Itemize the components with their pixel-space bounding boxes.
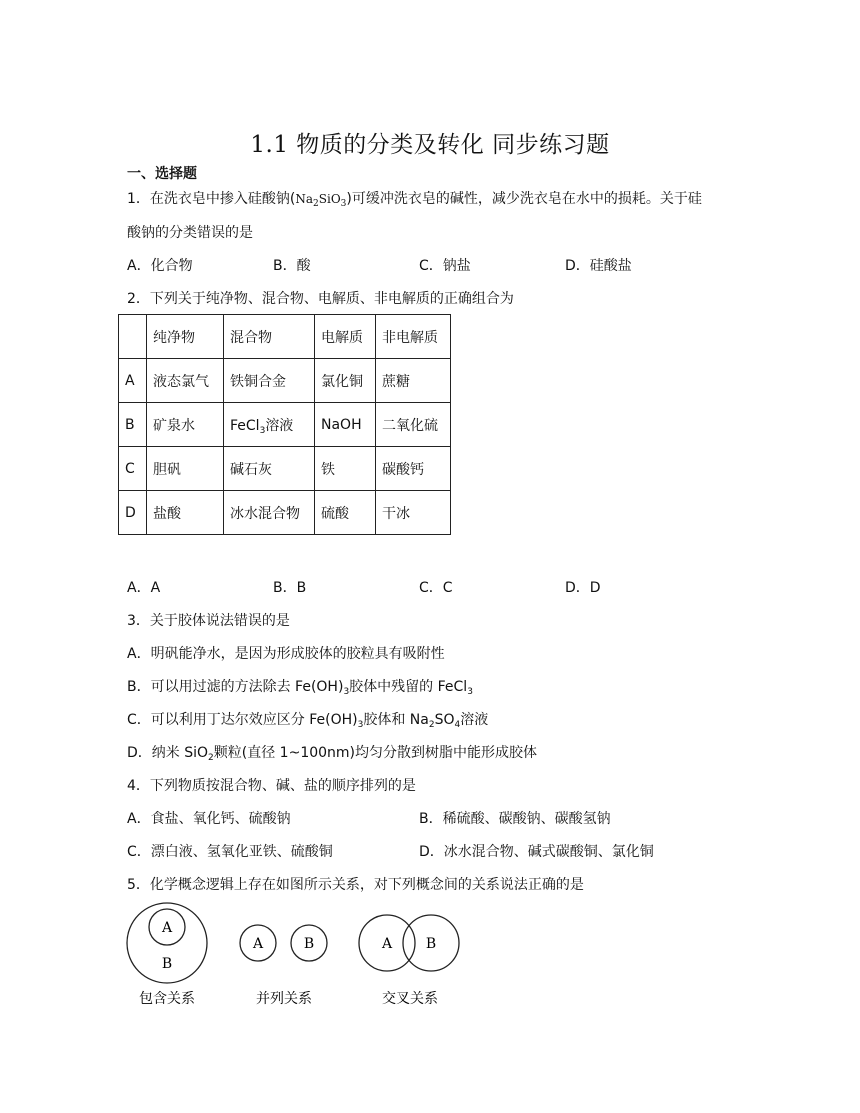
q1-formula-sub1: 2 [313, 199, 319, 209]
q4-option-d[interactable]: D．冰水混合物、碱式碳酸铜、氯化铜 [419, 844, 654, 860]
table-cell: C [119, 447, 147, 491]
q1-option-a[interactable]: A．化合物 [127, 258, 193, 274]
q1-formula [295, 192, 347, 209]
q4-option-a[interactable]: A．食盐、氧化钙、硫酸钠 [127, 811, 291, 827]
table-cell: 蔗糖 [376, 359, 451, 403]
table-cell: 液态氯气 [147, 359, 224, 403]
q3-b-mid: 胶体中残留的 FeCl [349, 679, 468, 695]
q3-option-d[interactable] [127, 742, 537, 762]
q2-option-c[interactable]: C．C [419, 580, 453, 596]
table-header-row [119, 315, 451, 359]
q1-option-b[interactable]: B．酸 [273, 258, 311, 274]
table-header-cell [119, 315, 147, 359]
table-row [119, 403, 451, 447]
q3-d-pre: D．纳米 SiO [127, 745, 209, 761]
table-cell: NaOH [315, 403, 376, 447]
table-cell: D [119, 491, 147, 535]
q3-option-c[interactable] [127, 709, 488, 729]
table-cell: 铁 [315, 447, 376, 491]
table-row [119, 491, 451, 535]
q2-stem: 2．下列关于纯净物、混合物、电解质、非电解质的正确组合为 [127, 291, 514, 307]
q3-c-sub3: 4 [454, 720, 461, 730]
q3-c-post: 溶液 [460, 712, 489, 728]
parallel-caption: 并列关系 [256, 991, 312, 1007]
q1-stem [127, 188, 702, 208]
q1-formula-sub2: 3 [340, 199, 347, 209]
inclusion-caption: 包含关系 [139, 991, 195, 1007]
q3-c-mid2: SO [434, 712, 455, 728]
relationship-diagram [0, 895, 860, 1025]
q1-stem-line2: 酸钠的分类错误的是 [127, 225, 253, 241]
table-header-cell: 电解质 [315, 315, 376, 359]
q3-d-post: 颗粒(直径 1~100nm)均匀分散到树脂中能形成胶体 [213, 745, 538, 761]
q3-c-mid: 胶体和 Na [363, 712, 429, 728]
table-cell: 碱石灰 [224, 447, 315, 491]
fecl3-sub: 3 [259, 425, 266, 436]
inclusion-label-a: A [161, 920, 173, 936]
q1-stem-pre: 1．在洗衣皂中掺入硅酸钠( [127, 191, 296, 207]
table-cell: B [119, 403, 147, 447]
q3-b-pre: B．可以用过滤的方法除去 Fe(OH) [127, 679, 344, 695]
table-row [119, 359, 451, 403]
table-cell: 胆矾 [147, 447, 224, 491]
fecl3-formula: FeCl [230, 417, 260, 434]
table-cell: 干冰 [376, 491, 451, 535]
q3-c-sub: 3 [357, 720, 364, 730]
q3-option-b[interactable] [127, 676, 473, 696]
q1-formula-na: Na [295, 192, 314, 206]
table-cell: 冰水混合物 [224, 491, 315, 535]
q3-b-sub: 3 [343, 687, 350, 697]
q2-option-b[interactable]: B．B [273, 580, 307, 596]
table-cell: A [119, 359, 147, 403]
q1-option-d[interactable]: D．硅酸盐 [565, 258, 632, 274]
q5-stem: 5．化学概念逻辑上存在如图所示关系，对下列概念间的关系说法正确的是 [127, 877, 584, 893]
q4-stem: 4．下列物质按混合物、碱、盐的顺序排列的是 [127, 778, 416, 794]
section-heading: 一、选择题 [127, 166, 197, 182]
table-cell: 矿泉水 [147, 403, 224, 447]
q3-c-pre: C．可以利用丁达尔效应区分 Fe(OH) [127, 712, 358, 728]
q1-option-c[interactable]: C．钠盐 [419, 258, 471, 274]
parallel-label-b: B [303, 936, 315, 952]
table-cell: 铁铜合金 [224, 359, 315, 403]
fecl3-suffix: 溶液 [265, 417, 294, 434]
q3-c-sub2: 2 [428, 720, 435, 730]
q3-option-a[interactable]: A．明矾能净水，是因为形成胶体的胶粒具有吸附性 [127, 646, 445, 662]
inclusion-label-b: B [161, 956, 173, 972]
table-header-cell: 非电解质 [376, 315, 451, 359]
table-cell: 碳酸钙 [376, 447, 451, 491]
q1-formula-sio: SiO [318, 192, 341, 206]
table-row [119, 447, 451, 491]
intersection-label-a: A [381, 936, 393, 952]
q2-option-a[interactable]: A．A [127, 580, 161, 596]
table-cell: 二氧化硫 [376, 403, 451, 447]
table-header-cell: 混合物 [224, 315, 315, 359]
intersection-caption: 交叉关系 [382, 991, 438, 1007]
q4-option-b[interactable]: B．稀硫酸、碳酸钠、碳酸氢钠 [419, 811, 611, 827]
table-cell: 硫酸 [315, 491, 376, 535]
q1-stem-post: )可缓冲洗衣皂的碱性，减少洗衣皂在水中的损耗。关于硅 [346, 191, 702, 207]
table-cell: 氯化铜 [315, 359, 376, 403]
intersection-label-b: B [425, 936, 437, 952]
table-cell [224, 403, 315, 447]
q4-option-c[interactable]: C．漂白液、氢氧化亚铁、硫酸铜 [127, 844, 333, 860]
q3-d-sub: 2 [208, 753, 214, 763]
table-header-cell: 纯净物 [147, 315, 224, 359]
page-title: 1.1 物质的分类及转化 同步练习题 [250, 132, 610, 158]
parallel-label-a: A [252, 936, 264, 952]
q3-b-sub2: 3 [467, 687, 473, 697]
q2-table [118, 314, 451, 535]
q2-option-d[interactable]: D．D [565, 580, 601, 596]
table-cell: 盐酸 [147, 491, 224, 535]
q3-stem: 3．关于胶体说法错误的是 [127, 613, 290, 629]
